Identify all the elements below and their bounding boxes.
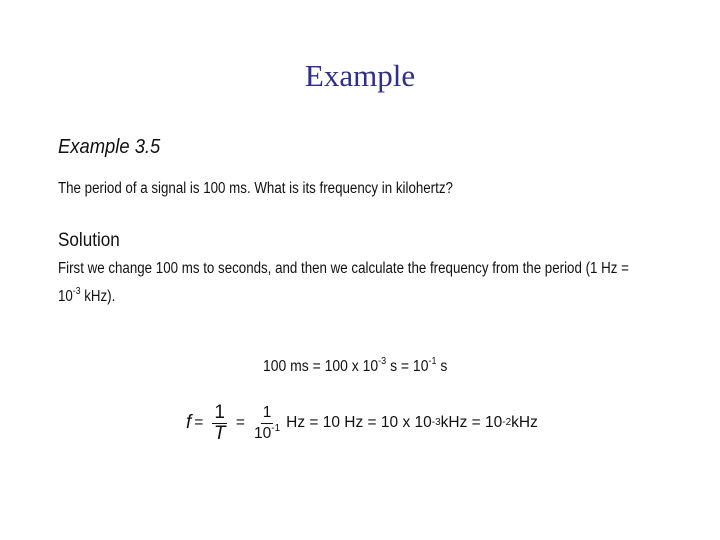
eq1-exponent1: -3: [378, 356, 387, 367]
fraction2-denominator: [254, 424, 280, 444]
conversion-equation: [263, 358, 447, 376]
slide-title: Example: [304, 58, 416, 93]
equals-sign-2: =: [235, 414, 245, 431]
eq1-right: s: [436, 358, 448, 375]
line2-rest: kHz).: [80, 288, 116, 305]
solution-heading: Solution: [58, 230, 120, 251]
line2-exponent: -3: [72, 286, 81, 297]
eq1-left: 100 ms = 100 x 10: [263, 358, 379, 375]
fraction1-numerator: 1: [214, 401, 225, 423]
example-heading: Example 3.5: [58, 136, 161, 158]
line2-base: 10: [58, 288, 73, 305]
solution-text-line2: [58, 288, 115, 306]
frequency-equation: f = $\frac{1}{T}$ = $\frac{1}{10^{-1}}$ Hz = 10 Hz = 10 x 10 -3 kHz = 10 -2 kHz: [186, 401, 538, 444]
fraction-one-over-t: [212, 403, 227, 444]
solution-text-line1: First we change 100 ms to seconds, and then we calculate the frequency from the period (1 Hz =: [58, 260, 629, 277]
eq1-exponent2: -1: [428, 356, 437, 367]
eq2-khz-part: kHz = 10: [440, 414, 503, 431]
fraction2-denominator-base: 10: [253, 424, 272, 442]
fraction2-numerator: 1: [261, 403, 274, 424]
fraction1-denominator: T: [213, 422, 226, 444]
eq1-mid: s = 10: [386, 358, 429, 375]
equals-sign: =: [194, 414, 204, 431]
eq2-hz-part: Hz = 10 Hz = 10 x 10: [286, 414, 432, 431]
fraction2-denominator-exponent: -1: [271, 422, 281, 434]
frequency-symbol: f: [186, 412, 192, 433]
fraction-one-over-period: [254, 403, 280, 444]
eq2-end: kHz: [511, 414, 538, 431]
example-question: The period of a signal is 100 ms. What is its frequency in kilohertz?: [58, 180, 453, 197]
